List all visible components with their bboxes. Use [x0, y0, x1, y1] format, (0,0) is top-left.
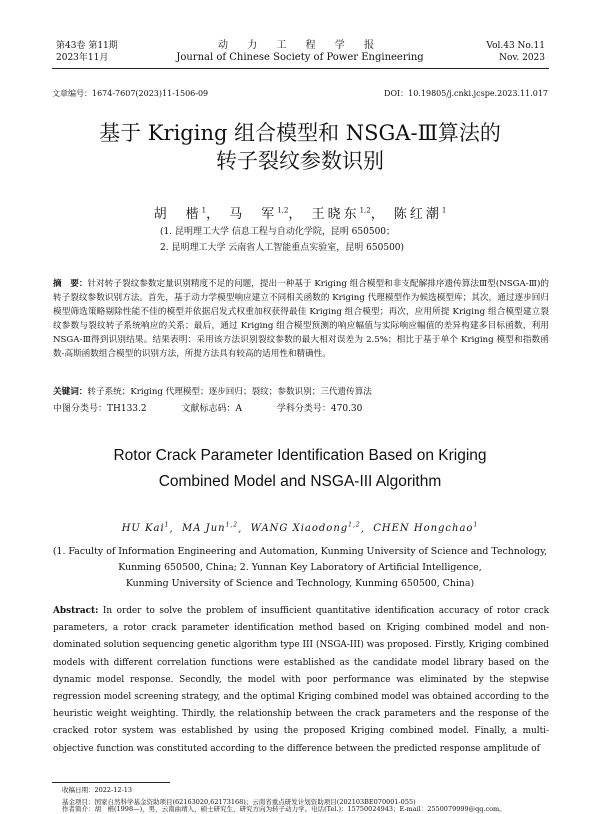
abstract-en-text: In order to solve the problem of insufficient quantitative identification accuracy of rotor crack parameters, a rotor crack parameter identification method based on Kriging combined model and non-dominated solution sequencing genetic algorithm type III (NSGA-III) was proposed. Firstly, Kriging combined models with different correlation functions were established as the candidate model library based on the dynamic model response. Secondly, the model with poor performance was eliminated by the stepwise regression model screening strategy, and the optimal Kriging combined model was obtained according to the heuristic weight weighting. Thirdly, the relationship between the crack parameters and the response of the cracked rotor system was established by using the proposed Kriging combined model. Finally, a multi-objective function was constituted according to the difference between the predicted response amplitude of — [53, 606, 549, 754]
clc-number: 中图分类号：TH133.2 — [53, 404, 147, 414]
author-cn: 马 军$^{1,2}$ — [229, 206, 289, 222]
abstract-cn — [53, 277, 549, 361]
affiliation-en: (1. Faculty of Information Engineering and Automation, Kunming University of Science and Technology, — [52, 546, 548, 557]
title-en — [0, 443, 600, 495]
author-cn: 陈红潮$^1$ — [393, 206, 447, 222]
author-cn: 胡 楷$^1$ — [153, 206, 207, 222]
author-en: WANG Xiaodong$^{1,2}$ — [250, 522, 361, 535]
header-volume-en — [486, 40, 545, 64]
affiliation-cn: 2. 昆明理工大学 云南省人工智能重点实验室，昆明 650500) — [160, 243, 405, 253]
abstract-cn-text: 针对转子裂纹参数定量识别精度不足的问题，提出一种基于 Kriging 组合模型和非支配解排序遗传算法Ⅲ型(NSGA-Ⅲ)的转子裂纹参数识别方法。首先，基于动力学模型响应建立不同相关函数的 Kriging 代理模型作为候选模型库；其次，通过逐步回归模型筛选策略剔除性能不佳的模型并依据启发式权重加权获得最佳 Kriging 组合模型；再次，应用所提 Kriging 组合模型建立裂纹参数与裂纹转子系统响应的关系；最后，通过 Kriging 组合模型预测的响应幅值与实际响应幅值的差异构建多目标函数，利用 NSGA-Ⅲ得到识别结果。结果表明：采用该方法识别裂纹参数的最大相对误差为 2.5%；相比于基于单个 Kriging 模型和指数函数-高斯函数组合模型的识别方法，所提方法具有较高的适用性和精确性。 — [53, 279, 549, 359]
keywords-cn-label: 关键词： — [53, 387, 88, 397]
footnote-divider — [52, 782, 170, 783]
date-en: Nov. 2023 — [499, 53, 545, 63]
affiliations-cn — [160, 224, 404, 256]
volume-cn: 第43卷 第11期 — [56, 41, 118, 51]
affiliation-en: Kunming University of Science and Technology, Kunming 650500, China) — [125, 578, 475, 589]
title-cn-line2: 转子裂纹参数识别 — [216, 149, 384, 173]
author-en: MA Jun$^{1,2}$ — [182, 522, 239, 535]
doi: DOI：10.19805/j.cnki.jcspe.2023.11.017 — [384, 89, 548, 98]
volume-en: Vol.43 No.11 — [486, 41, 545, 51]
title-en-line1: Rotor Crack Parameter Identification Based on Kriging — [113, 447, 487, 464]
affiliation-en: Kunming 650500, China; 2. Yunnan Key Laboratory of Artificial Intelligence, — [118, 562, 482, 573]
affiliation-cn: (1. 昆明理工大学 信息工程与自动化学院，昆明 650500； — [160, 227, 396, 237]
date-cn: 2023年11月 — [56, 53, 109, 63]
journal-name-cn: 动 力 工 程 学 报 — [218, 40, 382, 51]
authors-cn: 胡 楷$^1$， 马 军$^{1,2}$， 王晓东$^{1,2}$， 陈红潮$^1$ — [153, 206, 447, 222]
abstract-en-label: Abstract: — [53, 606, 99, 616]
title-cn-line1: 基于 Kriging 组合模型和 NSGA-Ⅲ算法的 — [99, 121, 501, 145]
title-en-line2: Combined Model and NSGA-III Algorithm — [158, 473, 442, 490]
abstract-en — [53, 603, 549, 758]
article-number: 文章编号：1674-7607(2023)11-1506-09 — [52, 89, 209, 98]
keywords-cn-text: 转子系统；Kriging 代理模型；逐步回归；裂纹；参数识别；三代遗传算法 — [87, 387, 372, 397]
received-date: 收稿日期：2022-12-13 — [62, 786, 132, 794]
subject-code: 学科分类号：470.30 — [276, 404, 363, 414]
keywords-cn — [53, 385, 549, 399]
author-bio: 作者简介：胡 楷(1998—)，男，云南曲靖人，硕士研究生，研究方向为转子动力学。电话(Tel.)：15750024943； — [62, 805, 400, 813]
fund-info: 基金项目：国家自然科学基金资助项目(62163020,62173168)；云南省重点研发计划资助项目(202103BE070001-055) — [62, 798, 416, 806]
author-en: CHEN Hongchao$^1$ — [373, 522, 479, 535]
author-en: HU Kai$^1$ — [121, 522, 170, 535]
author-email: E-mail：2550079999@qq.com。 — [399, 805, 506, 813]
journal-name-en: Journal of Chinese Society of Power Engineering — [176, 52, 424, 63]
footnote-block-3 — [62, 805, 542, 814]
author-cn: 王晓东$^{1,2}$ — [311, 206, 371, 222]
footnote-block-1 — [62, 786, 542, 795]
classification-line — [53, 402, 394, 416]
document-code: 文献标志码：A — [181, 404, 242, 414]
authors-en: HU Kai$^1$, MA Jun$^{1,2}$, WANG Xiaodong$^{1,2}$, CHEN Hongchao$^1$ — [121, 522, 479, 535]
header-divider — [52, 68, 549, 69]
abstract-cn-label: 摘 要： — [53, 279, 88, 289]
affiliations-en — [0, 544, 600, 592]
